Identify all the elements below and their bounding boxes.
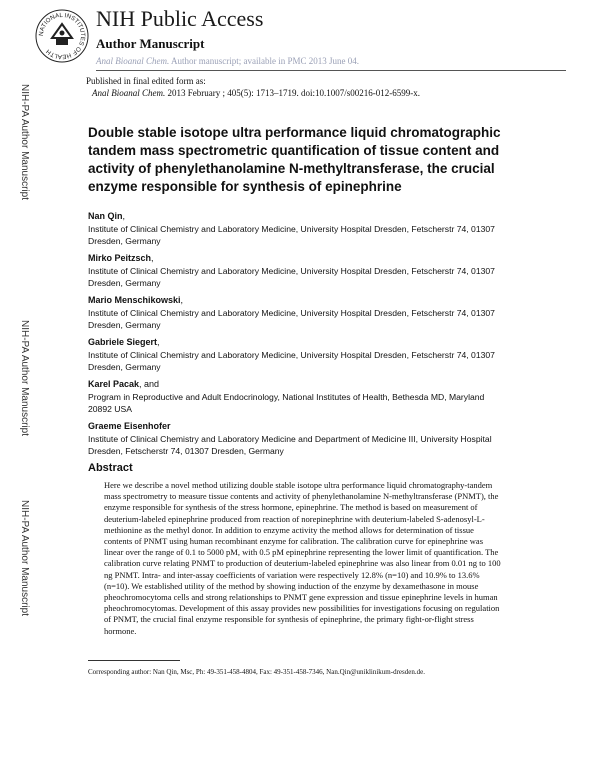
author-name: Gabriele Siegert <box>88 337 158 347</box>
corresponding-author-note: Corresponding author: Nan Qin, Msc, Ph: 49-351-458-4804, Fax: 49-351-458-7346, Nan.Qin@uniklinikum-dresden.de. <box>88 668 425 676</box>
header-citation-rest: Author manuscript; available in PMC 2013 June 04. <box>169 56 359 66</box>
publication-details: 2013 February ; 405(5): 1713–1719. doi:10.1007/s00216-012-6599-x. <box>165 88 420 98</box>
author-name: Karel Pacak <box>88 379 140 389</box>
nih-public-access-title: NIH Public Access <box>96 6 264 31</box>
publication-citation <box>92 88 420 98</box>
author-entry <box>88 210 508 247</box>
author-list <box>88 210 508 462</box>
author-entry <box>88 294 508 331</box>
nih-logo <box>34 8 90 64</box>
author-suffix: , <box>122 211 126 221</box>
author-name: Mario Menschikowski <box>88 295 181 305</box>
author-suffix: , <box>180 295 184 305</box>
author-name: Graeme Eisenhofer <box>88 421 171 431</box>
author-affiliation: Program in Reproductive and Adult Endocrinology, National Institutes of Health, Bethesda MD, Maryland 20892 USA <box>88 392 485 414</box>
author-entry <box>88 420 508 457</box>
abstract-text: Here we describe a novel method utilizing double stable isotope ultra performance liquid chromatography-tandem mass spectrometry to measure tissue contents and activity of phenylethanolamine N-methyltransferase (PNMT), the enzyme responsible for synthesis of the stress hormone, epinephrine. The method is based on measurement of deuterium-labeled epinephrine produced from reaction of norepinephrine with deuterium-labeled S-adenosyl-L-methionine as the methyl donor. In addition to enzyme activity the method allows for determination of tissue contents of PNMT using human recombinant enzyme for calibration. The calibration curve for epinephrine was linear over the range of 0.1 to 5000 pM, with 0.5 pM epinephrine representing the lower limit of quantification. The calibration curve relating PNMT to production of deuterium-labeled epinephrine was also linear from 0.01 ng to 100 ng PNMT. Intra- and inter-assay coefficients of variation were respectively 12.8% (n=10) and 10.9% to 13.6% (n=10). We established utility of the method by showing induction of the enzyme by dexamethasone in mouse pheochromocytoma cells and strong relationships to PNMT gene expression and tissue epinephrine levels in human pheochromocytomas. Development of this assay provides new possibilities for investigations focusing on regulation of PNMT, the crucial final enzyme responsible for synthesis of epinephrine, the primary fight-or-flight stress hormone. <box>104 480 501 636</box>
author-suffix: , <box>151 253 154 263</box>
author-affiliation: Institute of Clinical Chemistry and Laboratory Medicine, University Hospital Dresden, Fetscherstr 74, 01307 Dresden, Germany <box>88 224 495 246</box>
author-manuscript-label: Author Manuscript <box>96 36 205 51</box>
author-name: Mirko Peitzsch <box>88 253 152 263</box>
logo-ring-text: NATIONAL INSTITUTES OF HEALTH <box>37 11 87 61</box>
header-rule <box>96 70 566 71</box>
header-citation <box>96 56 359 66</box>
abstract-heading: Abstract <box>88 462 133 474</box>
sidebar-label-middle: NIH-PA Author Manuscript <box>19 320 30 436</box>
footnote-rule <box>88 660 180 661</box>
author-affiliation: Institute of Clinical Chemistry and Laboratory Medicine, University Hospital Dresden, Fetscherstr 74, 01307 Dresden, Germany <box>88 266 495 288</box>
author-suffix: , <box>157 337 160 347</box>
svg-text:NATIONAL INSTITUTES OF HEALTH <box>38 12 86 60</box>
author-affiliation: Institute of Clinical Chemistry and Laboratory Medicine and Department of Medicine III, University Hospital Dresden, Fetscherstr 74, 01307 Dresden, Germany <box>88 434 492 456</box>
published-label: Published in final edited form as: <box>86 76 206 86</box>
article-title: Double stable isotope ultra performance liquid chromatographic tandem mass spectrometric quantification of tissue content and activity of phenylethanolamine N-methyltransferase, the crucial enzyme responsible for synthesis of epinephrine <box>88 125 501 194</box>
author-entry <box>88 378 508 415</box>
sidebar-label-bottom: NIH-PA Author Manuscript <box>19 500 30 616</box>
author-suffix: , and <box>139 379 160 389</box>
author-name: Nan Qin <box>88 211 123 221</box>
author-affiliation: Institute of Clinical Chemistry and Laboratory Medicine, University Hospital Dresden, Fetscherstr 74, 01307 Dresden, Germany <box>88 350 495 372</box>
author-affiliation: Institute of Clinical Chemistry and Laboratory Medicine, University Hospital Dresden, Fetscherstr 74, 01307 Dresden, Germany <box>88 308 495 330</box>
sidebar-label-top: NIH-PA Author Manuscript <box>19 84 30 200</box>
header-citation-journal: Anal Bioanal Chem. <box>96 56 170 66</box>
publication-journal: Anal Bioanal Chem. <box>92 88 166 98</box>
author-entry <box>88 252 508 289</box>
author-entry <box>88 336 508 373</box>
